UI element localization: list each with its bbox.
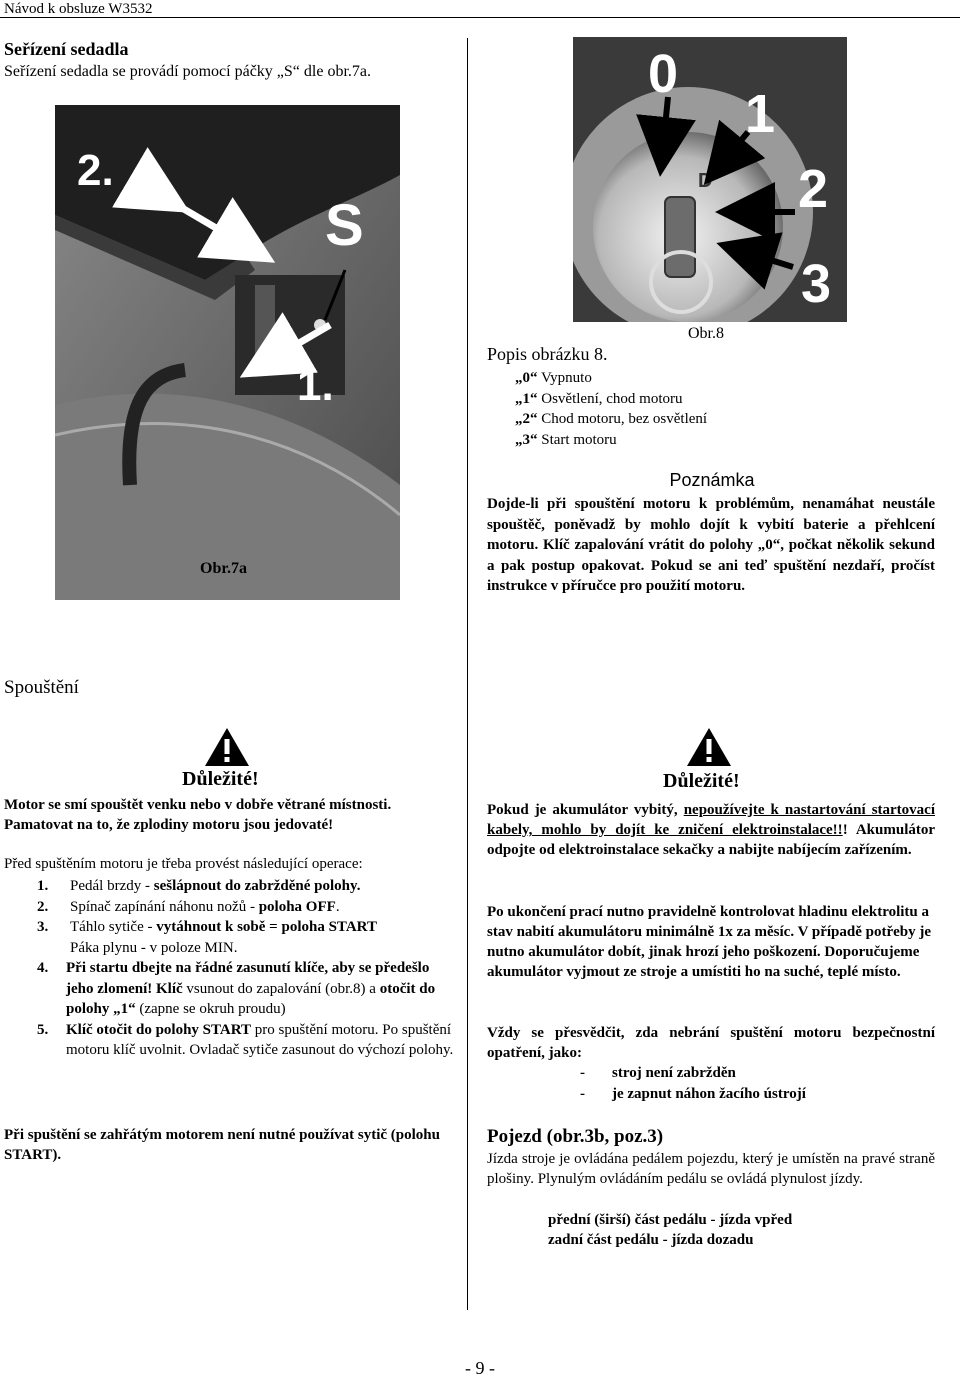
seat-photo bbox=[55, 105, 400, 600]
legend-title: Popis obrázku 8. bbox=[487, 344, 608, 364]
figure-8-caption: Obr.8 bbox=[688, 325, 724, 342]
safety-check-text: Vždy se přesvědčit, zda nebrání spuštění motoru bezpečnostní opatření, jako: bbox=[487, 1025, 935, 1061]
warning-icon bbox=[203, 726, 251, 768]
key-position-1: 1 bbox=[745, 84, 776, 144]
legend-item: „2“ Chod motoru, bez osvětlení bbox=[515, 411, 708, 427]
list-item: 5. Klíč otočit do polohy START pro spuštění motoru. Po spuštění motoru klíč uvolnit. Ovladač sytiče zasunout do výchozí polohy. bbox=[37, 1021, 454, 1058]
drive-text: Jízda stroje je ovládána pedálem pojezdu, který je umístěn na pravé straně plošiny. Plynulým ovládáním pedálu se ovládá plynulost jízdy. bbox=[487, 1151, 935, 1187]
seat-adjustment-text: Seřízení sedadla se provádí pomocí páčky „S“ dle obr.7a. bbox=[4, 63, 371, 80]
header-title: Návod k obsluze W3532 bbox=[4, 1, 153, 17]
legend-item: „1“ Osvětlení, chod motoru bbox=[515, 390, 683, 407]
svg-text:D: D bbox=[698, 170, 713, 192]
starting-title: Spouštění bbox=[4, 677, 79, 698]
key-position-0: 0 bbox=[648, 44, 679, 104]
pedal-lines bbox=[548, 1210, 792, 1250]
operations-list bbox=[4, 876, 459, 1061]
drive-title: Pojezd (obr.3b, poz.3) bbox=[487, 1126, 664, 1147]
seat-adjustment-title: Seřízení sedadla bbox=[4, 39, 129, 59]
list-item: 1. Pedál brzdy - sešlápnout do zabržděné polohy. bbox=[37, 878, 361, 894]
seat-label-1: 1. bbox=[297, 361, 334, 410]
list-item: 2. Spínač zapínání náhonu nožů - poloha OFF. bbox=[37, 898, 340, 915]
warm-engine-note: Při spuštění se zahřátým motorem není nutné používat sytič (polohu START). bbox=[4, 1127, 440, 1163]
column-divider bbox=[467, 38, 468, 1310]
page-number: - 9 - bbox=[465, 1358, 495, 1378]
key-position-2: 2 bbox=[798, 159, 829, 219]
list-item: 4. Při startu dbejte na řádné zasunutí klíče, aby se předešlo jeho zlomení! Klíč vsunout do zapalování (obr.8) a otočit do polohy „1“ (zapne se okruh proudu) bbox=[37, 960, 436, 1017]
legend-list bbox=[515, 368, 707, 450]
note-title: Poznámka bbox=[669, 470, 755, 490]
operations-intro: Před spuštěním motoru je třeba provést následující operace: bbox=[4, 856, 363, 872]
key-switch-photo bbox=[573, 37, 847, 322]
key-position-3: 3 bbox=[801, 254, 832, 314]
list-item: 3. Táhlo sytiče - vytáhnout k sobě = poloha START Páka plynu - v poloze MIN. bbox=[37, 919, 377, 956]
legend-item: „3“ Start motoru bbox=[515, 431, 617, 448]
ventilation-warning: Motor se smí spouštět venku nebo v dobře větrané místnosti. Pamatovat na to, že zplodiny motoru jsou jedovaté! bbox=[4, 797, 392, 833]
seat-illustration bbox=[55, 105, 400, 600]
battery-maintenance: Po ukončení prací nutno pravidelně kontrolovat hladinu elektrolitu a stav nabití akumulátoru minimálně 1x za měsíc. V případě potřeby je nutno akumulátor dobít, jinak hrozí jeho poškození. Doporučujeme akumulátor vyjmout ze stroje a umístiti ho na suché, teplé místo. bbox=[487, 904, 932, 980]
list-item: přední (širší) část pedálu - jízda vpřed bbox=[548, 1212, 793, 1228]
header-rule bbox=[0, 17, 960, 18]
seat-label-s: S bbox=[325, 193, 364, 258]
warning-icon bbox=[685, 726, 733, 768]
list-item: zadní část pedálu - jízda dozadu bbox=[548, 1232, 754, 1248]
important-heading-right: Důležité! bbox=[663, 770, 740, 792]
legend-item: „0“ Vypnuto bbox=[515, 370, 592, 386]
battery-warning: Pokud je akumulátor vybitý, nepoužívejte k nastartování startovací kabely, mohlo by dojít ke zničení elektroinstalace!!! Akumulátor odpojte od elektroinstalace sekačky a nabijte nabíjecím zařízením. bbox=[487, 802, 936, 858]
note-text: Dojde-li při spouštění motoru k problémům, nenamáhat neustále spouštěč, poněvadž by mohlo dojít k vybití baterie a přehlcení motoru. Klíč zapalování vrátit do polohy „0“, počkat několik sekund a pak postup opakovat. Pokud se ani teď spuštění nezdaří, pročíst instrukce v příručce pro použití motoru. bbox=[487, 496, 935, 594]
list-item: - stroj není zabržděn bbox=[580, 1065, 736, 1081]
list-item: - je zapnut náhon žacího ústrojí bbox=[580, 1086, 806, 1102]
safety-list bbox=[580, 1063, 806, 1105]
important-heading-left: Důležité! bbox=[182, 768, 259, 790]
key-switch-illustration bbox=[573, 37, 847, 322]
figure-7a-caption: Obr.7a bbox=[200, 560, 247, 577]
seat-label-2: 2. bbox=[77, 146, 114, 195]
